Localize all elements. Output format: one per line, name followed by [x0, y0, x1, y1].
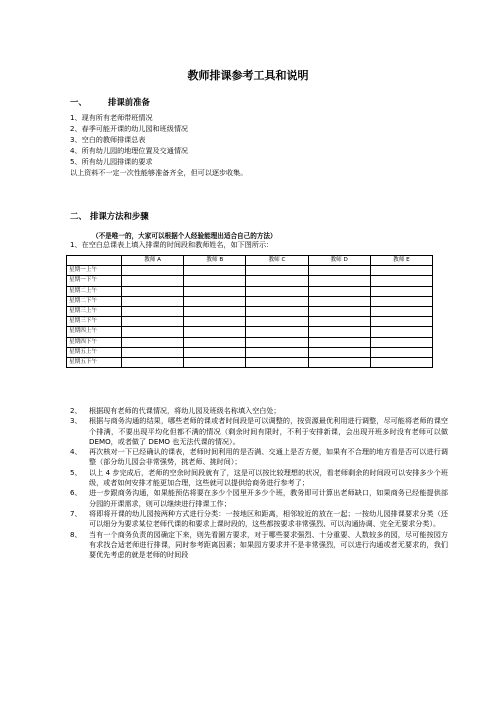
- row-label: 星期三下午: [67, 317, 122, 327]
- table-cell: [122, 347, 184, 357]
- row-label: 星期五上午: [67, 347, 122, 357]
- table-cell: [122, 357, 184, 367]
- step-text: 当有一个商务负责的园确定下来，则先看園方要求，对于哪些要求强烈、十分重要、人数较多的园，尽可能按园方有求找合适老师进行排课，同时参考距离因素；如果园方要求并不是非常强烈，可以进行沟通或者无要求的，我们要优先考虑的就是老师的时间段: [89, 529, 448, 560]
- table-cell: [122, 337, 184, 347]
- step-text: 再次核对一下已经确认的课表，老师时间利用的是否满、交通上是否方便，如果有不合理的地方看是否可以进行调整（部分幼儿园会非常强势，挑老师、挑时间）；: [89, 447, 448, 467]
- table-cell: [184, 317, 246, 327]
- table-row: [67, 296, 433, 306]
- table-cell: [246, 327, 308, 337]
- step-number: 5、: [70, 467, 82, 477]
- table-cell: [122, 327, 184, 337]
- table-cell: [308, 337, 370, 347]
- table-cell: [246, 286, 308, 296]
- step-text: 根据现有老师的代课情况，将幼儿园及班级名称填入空白处；: [89, 406, 281, 415]
- step-number: 3、: [70, 416, 82, 426]
- section-number: 二、: [70, 211, 87, 221]
- table-header-cell: 教师 D: [308, 256, 370, 266]
- table-cell: [308, 327, 370, 337]
- row-label: 星期二下午: [67, 296, 122, 306]
- table-cell: [122, 266, 184, 276]
- step-number: 8、: [70, 529, 82, 539]
- table-cell: [184, 357, 246, 367]
- step-item: [70, 416, 448, 447]
- table-cell: [308, 296, 370, 306]
- table-cell: [308, 347, 370, 357]
- section-heading-prep: [70, 96, 150, 108]
- step-item: [70, 468, 448, 489]
- table-row: [67, 317, 433, 327]
- step-number: 7、: [70, 508, 82, 518]
- table-cell: [184, 337, 246, 347]
- prep-item: 4、所有幼儿园的地理位置及交通情况: [70, 146, 189, 155]
- step-item: [70, 447, 448, 468]
- table-cell: [122, 286, 184, 296]
- method-note: （不是唯一的，大家可以根据个人经验能理出适合自己的方法）: [92, 232, 277, 240]
- table-cell: [122, 306, 184, 316]
- table-cell: [370, 327, 432, 337]
- section-title: 排课前准备: [108, 97, 150, 107]
- step-item: [70, 530, 448, 561]
- table-cell: [370, 357, 432, 367]
- table-cell: [370, 296, 432, 306]
- row-label: 星期四下午: [67, 337, 122, 347]
- step-number: 2、: [70, 406, 82, 415]
- table-cell: [184, 347, 246, 357]
- table-cell: [370, 266, 432, 276]
- table-cell: [308, 306, 370, 316]
- step-item: [70, 509, 448, 530]
- table-cell: [370, 337, 432, 347]
- table-row: [67, 286, 433, 296]
- step-item: [70, 406, 448, 416]
- table-cell: [184, 327, 246, 337]
- table-cell: [184, 286, 246, 296]
- step-text: 进一步跟商务沟通，如果能预估将要在多少个园里开多少个班，教务即可计算出老师缺口，如果商务已经能提供部分园的开课需求，则可以继续进行排课工作；: [89, 488, 448, 508]
- step-text: 根据与商务沟通的结果，哪些老师的课或者时间段是可以调整的，按资源最优利用进行调整，尽可能将老师的课空个排满，不要出现平均化但都不满的情况（剩余时间有限时，不利于安排新课，会出现开班多时没有老师可以做 DEMO，或者做了 DEMO 也无法代课的情况）。: [89, 416, 448, 446]
- row-label: 星期一下午: [67, 276, 122, 286]
- schedule-table: [66, 255, 433, 368]
- table-cell: [246, 306, 308, 316]
- prep-item: 1、现有所有老师带班情况: [70, 113, 153, 122]
- row-label: 星期三上午: [67, 306, 122, 316]
- table-header-cell: 教师 A: [122, 256, 184, 266]
- row-label: 星期一上午: [67, 266, 122, 276]
- row-label: 星期四上午: [67, 327, 122, 337]
- document-title: 教师排课参考工具和说明: [187, 69, 309, 82]
- table-row: [67, 306, 433, 316]
- table-header-cell: 教师 B: [184, 256, 246, 266]
- table-row: [67, 347, 433, 357]
- step-text: 以上 4 步完成后，老师的空余时间段就有了，这是可以按比较理想的状况，看老师剩余的时间段可以安排多少个班级，或者如何安排才能更加合理，这些就可以提供给商务进行参考了；: [89, 467, 448, 488]
- table-row: [67, 357, 433, 367]
- step-text: 将即将开课的幼儿园按两种方式进行分类：一按地区和距离，相邻较近的放在一起；一按幼儿园排课要求分类（还可以细分为要求某位老师代课的和要求上课时段的，这些都按要求非常强烈、可以沟通协调、完全无要求分类）。: [89, 508, 448, 529]
- table-cell: [246, 347, 308, 357]
- step-item: [70, 488, 448, 509]
- table-cell: [184, 296, 246, 306]
- table-cell: [370, 306, 432, 316]
- table-row: [67, 327, 433, 337]
- prep-note: 以上资料不一定一次性能够准备齐全，但可以逐步收集。: [70, 168, 248, 177]
- section-title: 排课方法和步骤: [90, 211, 149, 221]
- table-cell: [184, 306, 246, 316]
- table-header-cell: 教师 E: [370, 256, 432, 266]
- table-cell: [246, 337, 308, 347]
- steps-list: [70, 406, 448, 560]
- table-cell: [122, 276, 184, 286]
- prep-item: 5、所有幼儿园排课的要求: [70, 157, 153, 166]
- row-label: 星期二上午: [67, 286, 122, 296]
- table-cell: [308, 286, 370, 296]
- table-cell: [370, 347, 432, 357]
- table-cell: [246, 317, 308, 327]
- section-number: 一、: [70, 97, 87, 107]
- table-cell: [246, 266, 308, 276]
- step-number: 6、: [70, 488, 82, 498]
- table-cell: [246, 276, 308, 286]
- table-cell: [308, 317, 370, 327]
- table-cell: [122, 296, 184, 306]
- table-row: [67, 337, 433, 347]
- table-cell: [184, 266, 246, 276]
- table-cell: [370, 276, 432, 286]
- table-cell: [370, 286, 432, 296]
- table-header-cell: [67, 256, 122, 266]
- section-heading-method: [70, 210, 149, 222]
- table-cell: [184, 276, 246, 286]
- table-header-row: [67, 256, 433, 266]
- table-cell: [246, 357, 308, 367]
- table-cell: [246, 296, 308, 306]
- step-1: 1、在空白总课表上填入排课的时间段和教师姓名，如下图所示：: [70, 240, 274, 249]
- prep-item: 2、春季可能开课的幼儿园和班级情况: [70, 124, 189, 133]
- table-cell: [122, 317, 184, 327]
- table-row: [67, 266, 433, 276]
- row-label: 星期五下午: [67, 357, 122, 367]
- table-cell: [308, 276, 370, 286]
- prep-item: 3、空白的教师排课总表: [70, 135, 146, 144]
- table-header-cell: 教师 C: [246, 256, 308, 266]
- table-cell: [308, 357, 370, 367]
- step-number: 4、: [70, 447, 82, 457]
- table-cell: [308, 266, 370, 276]
- table-cell: [370, 317, 432, 327]
- table-row: [67, 276, 433, 286]
